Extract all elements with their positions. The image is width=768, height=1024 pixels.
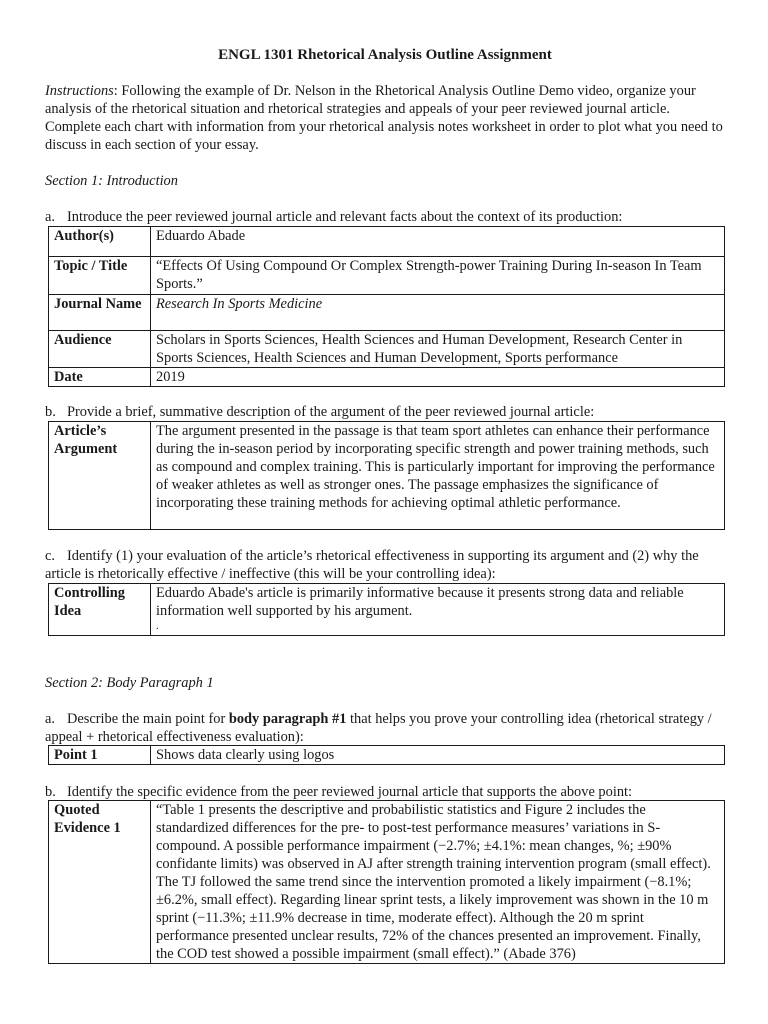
row-header: Date (49, 368, 151, 387)
section1-a-prompt (45, 208, 725, 226)
prompt-text: Identify the specific evidence from the peer reviewed journal article that supports the above point: (67, 784, 633, 800)
point-table (48, 745, 725, 765)
row-value (151, 584, 725, 636)
page-title: ENGL 1301 Rhetorical Analysis Outline Assignment (218, 47, 552, 63)
instructions-text: : Following the example of Dr. Nelson in the Rhetorical Analysis Outline Demo video, organize your analysis of the rhetorical situation and rhetorical strategies and appeals of your peer reviewed journal article. Complete each chart with information from your rhetorical analysis notes worksheet in order to plot what you need to discuss in each section of your essay. (45, 83, 723, 153)
row-header: Quoted Evidence 1 (49, 801, 151, 964)
row-header: Point 1 (49, 746, 151, 765)
controlling-idea-text: Eduardo Abade's article is primarily informative because it presents strong data and reliable information well supported by his argument. (156, 585, 684, 619)
item-label: a. (45, 209, 55, 225)
row-value: “Effects Of Using Compound Or Complex Strength-power Training During In-season In Team Sports.” (151, 257, 725, 295)
row-value: The argument presented in the passage is that team sport athletes can enhance their performance during the in-season period by incorporating specific strength and power training methods, such as compound and complex training. This is particularly important for improving the performance of weaker athletes as well as stronger ones. The passage emphasizes the significance of incorporating these training methods for achieving optimal athletic performance. (151, 422, 725, 530)
table-row (49, 801, 725, 964)
section2-heading: Section 2: Body Paragraph 1 (45, 675, 214, 691)
table-row (49, 227, 725, 257)
prompt-pre: Describe the main point for (67, 711, 229, 727)
table-row (49, 295, 725, 331)
row-header: Author(s) (49, 227, 151, 257)
row-value: Shows data clearly using logos (151, 746, 725, 765)
row-value: Eduardo Abade (151, 227, 725, 257)
section2-b-prompt (45, 783, 725, 801)
table-row (49, 368, 725, 387)
prompt-bold: body paragraph #1 (228, 711, 347, 727)
prompt-post: that helps you prove your controlling idea (rhetorical strategy / appeal + rhetorical effectiveness evaluation): (45, 711, 712, 745)
row-value: Research In Sports Medicine (151, 295, 725, 331)
section1-heading: Section 1: Introduction (45, 173, 178, 189)
instructions-paragraph (45, 82, 725, 154)
item-label: b. (45, 784, 56, 800)
context-table (48, 226, 725, 387)
row-header: Journal Name (49, 295, 151, 331)
table-row (49, 331, 725, 368)
row-header: Controlling Idea (49, 584, 151, 636)
section1-b-prompt (45, 403, 725, 421)
instructions-label: Instructions (45, 83, 114, 99)
section1-c-prompt (45, 547, 725, 583)
item-label: a. (45, 711, 55, 727)
item-label: c. (45, 548, 55, 564)
prompt-text: Provide a brief, summative description of the argument of the peer reviewed journal article: (67, 404, 595, 420)
prompt-text: Introduce the peer reviewed journal article and relevant facts about the context of its production: (67, 209, 623, 225)
trailing-mark: . (156, 620, 159, 632)
argument-table (48, 421, 725, 530)
evidence-table (48, 800, 725, 964)
table-row (49, 257, 725, 295)
table-row (49, 584, 725, 636)
item-label: b. (45, 404, 56, 420)
row-header: Audience (49, 331, 151, 368)
row-value: “Table 1 presents the descriptive and probabilistic statistics and Figure 2 includes the standardized differences for the pre- to post-test performance measures’ variations in S-compound. A possible performance impairment (−2.7%; ±4.1%: mean changes, %; ±90% confidante limits) was observed in AJ after strength training intervention program (small effect). The TJ followed the same trend since the intervention promoted a likely impairment (−8.1%; ±6.2%, small effect). Regarding linear sprint tests, a likely improvement was shown in the 10 m sprint (−11.3%; ±11.9% decrease in time, moderate effect). Although the 20 m sprint performance presented unclear results, 72% of the chances presented an improvement. Finally, the COD test showed a possible impairment (small effect).” (Abade 376) (151, 801, 725, 964)
controlling-idea-table (48, 583, 725, 636)
prompt-text: Identify (1) your evaluation of the article’s rhetorical effectiveness in supporting its argument and (2) why the article is rhetorically effective / ineffective (this will be your controlling idea): (45, 548, 699, 582)
row-value: Scholars in Sports Sciences, Health Sciences and Human Development, Research Center in Sports Sciences, Health Sciences and Human Development, Sports performance (151, 331, 725, 368)
table-row (49, 422, 725, 530)
row-header: Article’s Argument (49, 422, 151, 530)
table-row (49, 746, 725, 765)
row-header: Topic / Title (49, 257, 151, 295)
section2-a-prompt (45, 710, 725, 746)
row-value: 2019 (151, 368, 725, 387)
